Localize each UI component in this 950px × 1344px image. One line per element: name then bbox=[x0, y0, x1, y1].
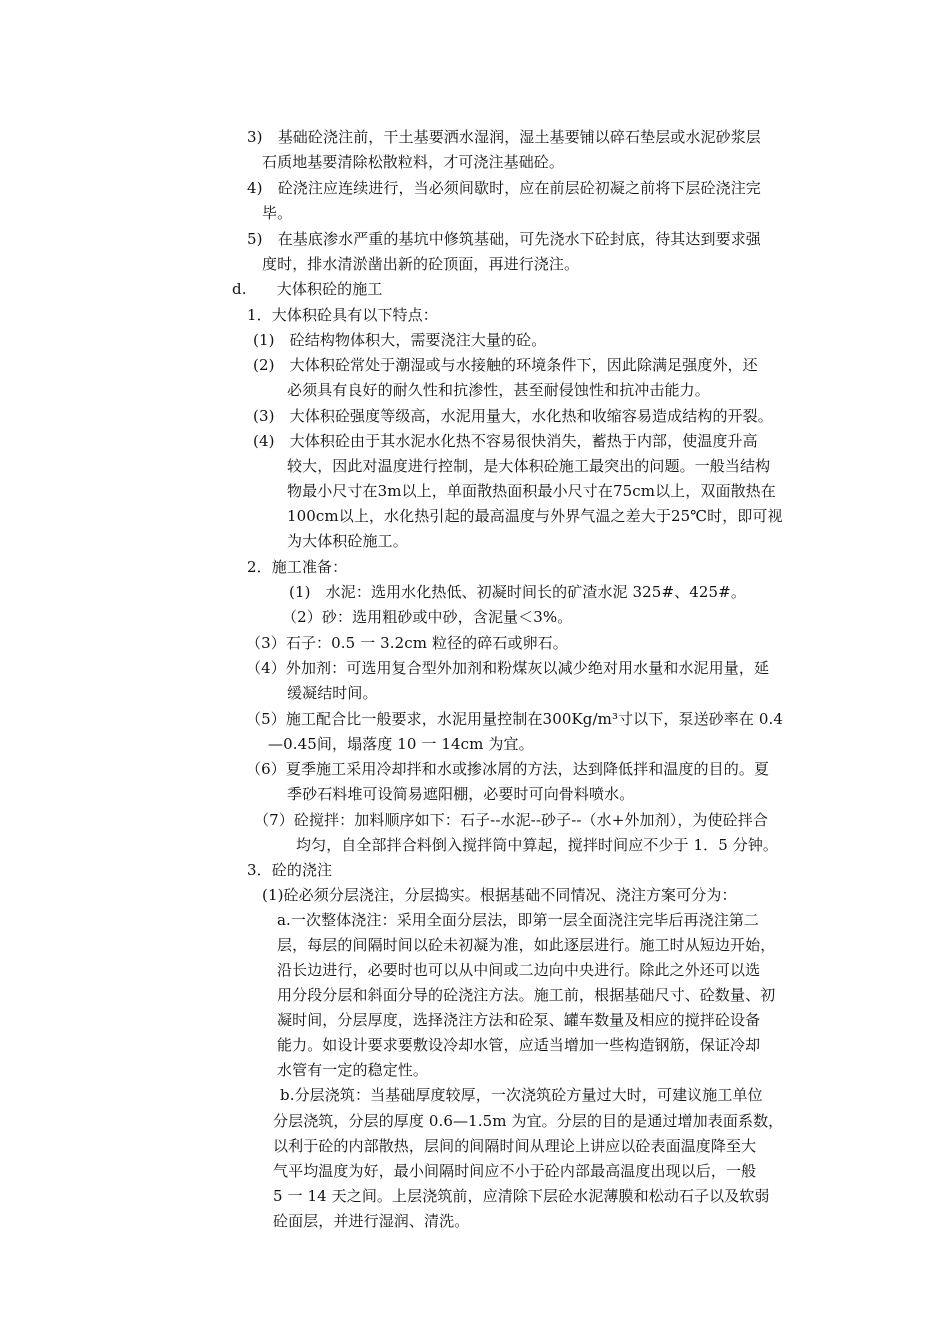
text-line: 用分段分层和斜面分导的砼浇注方法。施工前，根据基础尺寸、砼数量、初 bbox=[277, 986, 776, 1004]
text-line: 均匀，自全部拌合料倒入搅拌筒中算起，搅拌时间应不少于 1．5 分钟。 bbox=[296, 836, 779, 854]
text-line: 4) 砼浇注应连续进行，当必须间歇时，应在前层砼初凝之前将下层砼浇注完 bbox=[247, 179, 761, 197]
text-line: （2）砂：选用粗砂或中砂，含泥量＜3%。 bbox=[282, 608, 573, 626]
text-line: 100cm以上，水化热引起的最高温度与外界气温之差大于25℃时，即可视 bbox=[287, 507, 783, 525]
text-line: 度时，排水清淤凿出新的砼顶面，再进行浇注。 bbox=[262, 255, 580, 273]
text-line: （4）外加剂：可选用复合型外加剂和粉煤灰以减少绝对用水量和水泥用量，延 bbox=[246, 659, 770, 677]
text-line: (4) 大体积砼由于其水泥水化热不容易很快消失，蓄热于内部，使温度升高 bbox=[253, 432, 758, 450]
text-line: (3) 大体积砼强度等级高，水泥用量大，水化热和收缩容易造成结构的开裂。 bbox=[253, 407, 773, 425]
text-line: （5）施工配合比一般要求，水泥用量控制在300Kg/m³寸以下，泵送砂率在 0.4 bbox=[246, 710, 783, 728]
text-line: (1) 水泥：选用水化热低、初凝时间长的矿渣水泥 325#、425#。 bbox=[289, 583, 746, 601]
text-line: （7）砼搅拌：加料顺序如下：石子--水泥--砂子--（水+外加剂），为使砼拌合 bbox=[254, 811, 768, 829]
text-line: 5 一 14 天之间。上层浇筑前，应清除下层砼水泥薄膜和松动石子以及软弱 bbox=[273, 1187, 770, 1205]
text-line: 层，每层的间隔时间以砼未初凝为准，如此逐层进行。施工时从短边开始， bbox=[277, 936, 776, 954]
text-line: 石质地基要清除松散粒料，才可浇注基础砼。 bbox=[262, 153, 565, 171]
section-heading: 3．砼的浇注 bbox=[247, 861, 333, 879]
text-line: (1) 砼结构物体积大，需要浇注大量的砼。 bbox=[253, 331, 547, 349]
text-line: 2．施工准备： bbox=[247, 558, 348, 576]
text-line: —0.45间，塌落度 10 一 14cm 为宜。 bbox=[268, 735, 534, 753]
text-line: 分层浇筑，分层的厚度 0.6—1.5m 为宜。分层的目的是通过增加表面系数， bbox=[273, 1112, 784, 1130]
text-line: （3）石子：0.5 一 3.2cm 粒径的碎石或卵石。 bbox=[246, 634, 568, 652]
text-line: 凝时间，分层厚度，选择浇注方法和砼泵、罐车数量及相应的搅拌砼设备 bbox=[277, 1011, 761, 1029]
text-line: 沿长边进行，必要时也可以从中间或二边向中央进行。除此之外还可以选 bbox=[277, 961, 761, 979]
text-line: 气平均温度为好，最小间隔时间应不小于砼内部最高温度出现以后，一般 bbox=[273, 1162, 757, 1180]
text-line: a.一次整体浇注：采用全面分层法，即第一层全面浇注完毕后再浇注第二 bbox=[277, 911, 760, 929]
text-line: 较大，因此对温度进行控制，是大体积砼施工最突出的问题。一般当结构 bbox=[287, 457, 771, 475]
text-line: 砼面层，并进行湿润、清洗。 bbox=[273, 1212, 470, 1230]
text-line: 5) 在基底渗水严重的基坑中修筑基础，可先浇水下砼封底，待其达到要求强 bbox=[247, 230, 761, 248]
text-line: 季砂石料堆可设简易遮阳棚，必要时可向骨料喷水。 bbox=[287, 785, 635, 803]
text-line: 毕。 bbox=[262, 204, 293, 222]
text-line: b.分层浇筑：当基础厚度较厚，一次浇筑砼方量过大时，可建议施工单位 bbox=[280, 1086, 763, 1104]
text-line: 物最小尺寸在3m以上，单面散热面积最小尺寸在75cm以上，双面散热在 bbox=[287, 482, 776, 500]
text-line: 必须具有良好的耐久性和抗渗性，甚至耐侵蚀性和抗冲击能力。 bbox=[287, 381, 710, 399]
text-line: 水管有一定的稳定性。 bbox=[277, 1061, 429, 1079]
text-line: 以利于砼的内部散热，层间的间隔时间从理论上讲应以砼表面温度降至大 bbox=[273, 1137, 757, 1155]
text-line: 缓凝结时间。 bbox=[287, 684, 378, 702]
text-line: 能力。如设计要求要敷设冷却水管，应适当增加一些构造钢筋，保证冷却 bbox=[277, 1036, 761, 1054]
text-line: 1．大体积砼具有以下特点： bbox=[247, 306, 438, 324]
text-line: (1)砼必须分层浇注，分层捣实。根据基础不同情况、浇注方案可分为： bbox=[262, 886, 737, 904]
text-line: （6）夏季施工采用冷却拌和水或掺冰屑的方法，达到降低拌和温度的目的。夏 bbox=[246, 760, 770, 778]
text-line: 为大体积砼施工。 bbox=[287, 532, 408, 550]
section-heading: d. 大体积砼的施工 bbox=[232, 280, 383, 298]
text-line: (2) 大体积砼常处于潮湿或与水接触的环境条件下，因此除满足强度外，还 bbox=[253, 356, 758, 374]
text-line: 3) 基础砼浇注前，干土基要洒水湿润，湿土基要铺以碎石垫层或水泥砂浆层 bbox=[247, 128, 761, 146]
